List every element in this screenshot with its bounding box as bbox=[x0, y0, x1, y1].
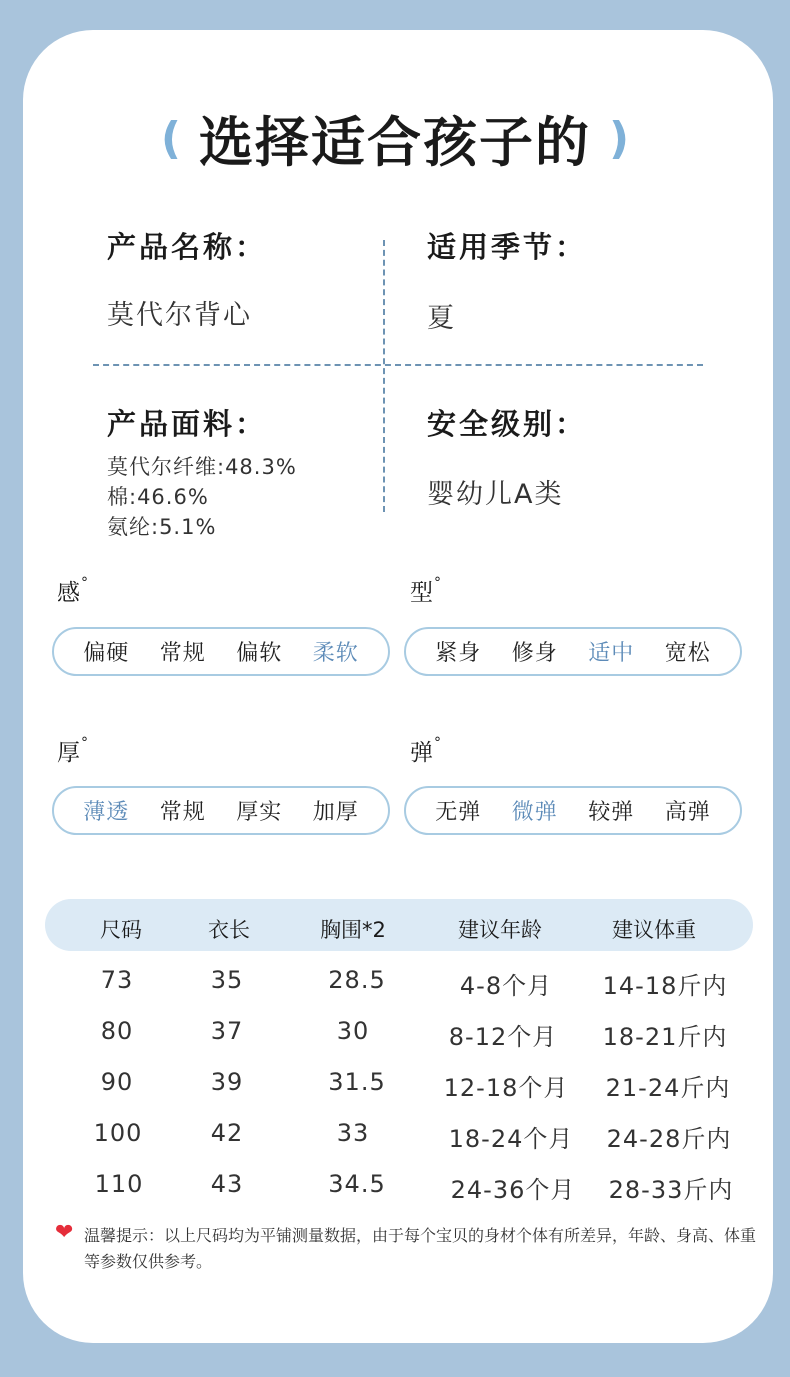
table-header-cell: 建议年龄 bbox=[458, 918, 542, 942]
table-cell: 39 bbox=[210, 1068, 244, 1096]
safety-value: 婴幼儿A类 bbox=[427, 479, 564, 510]
table-cell: 18-21斤内 bbox=[602, 1023, 728, 1051]
season-label: 适用季节： bbox=[427, 230, 588, 264]
table-cell: 90 bbox=[100, 1068, 134, 1096]
fit-label: 型° bbox=[410, 575, 441, 606]
size-note: 温馨提示：以上尺码均为平铺测量数据，由于每个宝贝的身材个体有所差异，年龄、身高、体重等参数仅供参考。 bbox=[84, 1226, 757, 1271]
thickness-option: 常规 bbox=[159, 800, 206, 825]
horizontal-divider bbox=[93, 364, 703, 366]
table-header-cell: 建议体重 bbox=[612, 918, 696, 942]
table-cell: 34.5 bbox=[328, 1170, 386, 1198]
table-header-cell: 衣长 bbox=[208, 918, 250, 942]
elasticity-option: 较弹 bbox=[588, 800, 635, 825]
elasticity-option: 高弹 bbox=[664, 800, 711, 825]
table-cell: 24-36个月 bbox=[450, 1176, 576, 1204]
left-bracket-icon: ( bbox=[160, 113, 181, 164]
table-cell: 24-28斤内 bbox=[606, 1125, 732, 1153]
table-cell: 33 bbox=[336, 1119, 370, 1147]
elasticity-label: 弹° bbox=[410, 735, 441, 766]
season-value: 夏 bbox=[427, 303, 456, 334]
product-name-label: 产品名称： bbox=[107, 230, 268, 264]
heart-icon: ❤ bbox=[55, 1220, 74, 1245]
fabric-line: 棉:46.6% bbox=[107, 485, 209, 509]
elasticity-option-selected: 微弹 bbox=[511, 800, 558, 825]
product-name-value: 莫代尔背心 bbox=[107, 300, 252, 331]
table-header-cell: 尺码 bbox=[100, 918, 142, 942]
vertical-divider bbox=[383, 240, 385, 512]
fit-scale bbox=[404, 627, 742, 676]
safety-label: 安全级别： bbox=[427, 407, 588, 441]
table-cell: 8-12个月 bbox=[448, 1023, 558, 1051]
feel-option: 偏硬 bbox=[83, 641, 130, 666]
fabric-label: 产品面料： bbox=[107, 407, 268, 441]
table-cell: 14-18斤内 bbox=[602, 972, 728, 1000]
table-cell: 37 bbox=[210, 1017, 244, 1045]
feel-label: 感° bbox=[57, 575, 88, 606]
table-header-cell: 胸围*2 bbox=[320, 918, 386, 942]
table-cell: 21-24斤内 bbox=[605, 1074, 731, 1102]
fit-option: 宽松 bbox=[664, 641, 711, 666]
table-cell: 80 bbox=[100, 1017, 134, 1045]
thickness-option: 厚实 bbox=[236, 800, 283, 825]
table-cell: 31.5 bbox=[328, 1068, 386, 1096]
page-title: 选择适合孩子的 bbox=[199, 111, 591, 174]
thickness-option: 加厚 bbox=[312, 800, 359, 825]
title-row bbox=[0, 100, 790, 177]
right-bracket-icon: ) bbox=[609, 113, 630, 164]
feel-option-selected: 柔软 bbox=[312, 641, 359, 666]
feel-option: 偏软 bbox=[236, 641, 283, 666]
fabric-line: 莫代尔纤维:48.3% bbox=[107, 455, 297, 479]
thickness-scale bbox=[52, 786, 390, 835]
table-cell: 18-24个月 bbox=[448, 1125, 574, 1153]
feel-scale bbox=[52, 627, 390, 676]
table-cell: 35 bbox=[210, 966, 244, 994]
table-cell: 73 bbox=[100, 966, 134, 994]
fabric-line: 氨纶:5.1% bbox=[107, 515, 217, 539]
feel-option: 常规 bbox=[159, 641, 206, 666]
table-cell: 43 bbox=[210, 1170, 244, 1198]
table-cell: 30 bbox=[336, 1017, 370, 1045]
table-cell: 42 bbox=[210, 1119, 244, 1147]
fit-option: 修身 bbox=[511, 641, 558, 666]
table-cell: 110 bbox=[94, 1170, 144, 1198]
thickness-option-selected: 薄透 bbox=[83, 800, 130, 825]
elasticity-option: 无弹 bbox=[435, 800, 482, 825]
table-cell: 28.5 bbox=[328, 966, 386, 994]
table-cell: 28-33斤内 bbox=[608, 1176, 734, 1204]
table-cell: 12-18个月 bbox=[443, 1074, 569, 1102]
table-cell: 4-8个月 bbox=[459, 972, 553, 1000]
fit-option: 紧身 bbox=[435, 641, 482, 666]
fit-option-selected: 适中 bbox=[588, 641, 635, 666]
elasticity-scale bbox=[404, 786, 742, 835]
thickness-label: 厚° bbox=[57, 735, 88, 766]
table-cell: 100 bbox=[93, 1119, 143, 1147]
